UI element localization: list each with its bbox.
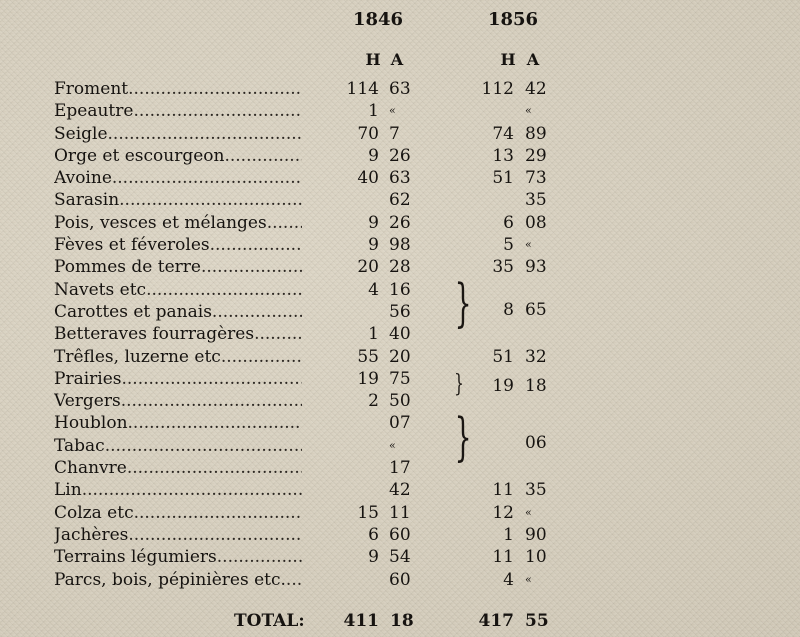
- ares-1846: 20: [389, 346, 411, 367]
- table-row: [0, 301, 800, 323]
- table-row: [0, 145, 800, 167]
- crop-label: Orge et escourgeon .....: [54, 145, 302, 167]
- hectares-1846: 19: [357, 368, 379, 389]
- hectares-1856: 12: [492, 502, 514, 523]
- hectares-1856: 35: [492, 257, 514, 278]
- crop-label: Navets etc .....: [54, 279, 302, 301]
- crop-label: Prairies .....: [54, 368, 302, 390]
- crop-label: Pois, vesces et mélanges .....: [54, 212, 302, 234]
- col-header-h-1856: H: [500, 50, 516, 69]
- crop-label: Pommes de terre .....: [54, 256, 302, 278]
- group-roots-h-1856: 8: [503, 300, 514, 320]
- crop-label: Lin .....: [54, 479, 302, 501]
- ares-1856: «: [525, 104, 532, 118]
- crop-label: Sarasin .....: [54, 189, 302, 211]
- ares-1856: 89: [525, 123, 547, 144]
- table-row: [0, 524, 800, 546]
- table-row: [0, 546, 800, 568]
- ares-1846: 26: [389, 212, 411, 233]
- ares-1856: 73: [525, 168, 547, 189]
- ares-1846: 11: [389, 502, 411, 523]
- hectares-1846: 9: [368, 145, 379, 166]
- table-row: [0, 502, 800, 524]
- crop-label: Terrains légumiers .....: [54, 546, 302, 568]
- total-h-1846: 411: [343, 611, 379, 631]
- table-row: [0, 234, 800, 256]
- year-header-1846: 1846: [352, 9, 404, 30]
- ares-1846: «: [389, 438, 396, 452]
- hectares-1856: 51: [492, 168, 514, 189]
- crop-label: Betteraves fourragères .....: [54, 323, 302, 345]
- total-a-1856: 55: [525, 611, 549, 631]
- crop-label: Carottes et panais .....: [54, 301, 302, 323]
- ares-1846: 63: [389, 168, 411, 189]
- crop-label: Tabac .....: [54, 435, 302, 457]
- ares-1856: 90: [525, 524, 547, 545]
- crop-label: Epeautre .....: [54, 100, 302, 122]
- ares-1846: 75: [389, 368, 411, 389]
- hectares-1856: 112: [481, 79, 514, 99]
- ares-1856: 32: [525, 346, 547, 367]
- ares-1846: 60: [389, 524, 411, 545]
- crop-table: [0, 78, 800, 591]
- table-row: [0, 390, 800, 412]
- ares-1856: «: [525, 505, 532, 519]
- table-row: [0, 457, 800, 479]
- table-row: [0, 479, 800, 501]
- crop-label: Parcs, bois, pépinières etc. .....: [54, 569, 302, 591]
- hectares-1856: 13: [492, 145, 514, 166]
- hectares-1856: 5: [503, 235, 514, 256]
- total-h-1856: 417: [478, 611, 514, 631]
- hectares-1846: 70: [357, 123, 379, 144]
- ares-1856: 42: [525, 79, 547, 99]
- crop-label: Froment .....: [54, 78, 302, 100]
- ares-1846: 28: [389, 257, 411, 278]
- ares-1856: «: [525, 238, 532, 252]
- hectares-1846: 55: [357, 346, 379, 367]
- table-row: [0, 569, 800, 591]
- hectares-1846: 20: [357, 257, 379, 278]
- ares-1846: 60: [389, 569, 411, 590]
- ares-1846: 7: [389, 123, 400, 144]
- ares-1856: 10: [525, 547, 547, 568]
- table-row: [0, 412, 800, 434]
- group-meadows-h-1856: 19: [492, 376, 514, 396]
- ares-1856: 93: [525, 257, 547, 278]
- group-industrial-a-1856: 06: [525, 433, 547, 453]
- crop-label: Trêfles, luzerne etc .....: [54, 346, 302, 368]
- total-a-1846: 18: [390, 611, 414, 631]
- ares-1846: 42: [389, 480, 411, 501]
- table-row: [0, 189, 800, 211]
- ares-1846: 07: [389, 413, 411, 434]
- brace-group-industrial: }: [454, 407, 472, 467]
- hectares-1846: 15: [357, 502, 379, 523]
- ares-1856: 35: [525, 190, 547, 211]
- ares-1846: 56: [389, 301, 411, 322]
- ares-1846: 40: [389, 324, 411, 345]
- table-row: [0, 123, 800, 145]
- col-header-a-1846: A: [390, 50, 404, 69]
- hectares-1856: 4: [503, 569, 514, 590]
- table-row: [0, 167, 800, 189]
- crop-label: Colza etc .....: [54, 502, 302, 524]
- hectares-1846: 1: [368, 101, 379, 122]
- table-row: [0, 78, 800, 100]
- table-row: [0, 100, 800, 122]
- crop-label: Jachères .....: [54, 524, 302, 546]
- ares-1846: 62: [389, 190, 411, 211]
- brace-group-meadows: }: [454, 370, 464, 399]
- col-header-h-1846: H: [365, 50, 381, 69]
- ares-1846: 17: [389, 458, 411, 479]
- table-row: [0, 279, 800, 301]
- total-label: TOTAL:: [234, 611, 305, 631]
- group-roots-a-1856: 65: [525, 300, 547, 320]
- ares-1846: 98: [389, 235, 411, 256]
- ares-1846: 16: [389, 279, 411, 300]
- table-row: [0, 212, 800, 234]
- hectares-1856: 74: [492, 123, 514, 144]
- hectares-1846: 9: [368, 235, 379, 256]
- hectares-1856: 11: [492, 547, 514, 568]
- table-row: [0, 368, 800, 390]
- year-header-1856: 1856: [487, 9, 539, 30]
- group-meadows-a-1856: 18: [525, 376, 547, 396]
- crop-label: Seigle .....: [54, 123, 302, 145]
- ares-1846: 63: [389, 79, 411, 99]
- table-row: [0, 346, 800, 368]
- hectares-1846: 4: [368, 279, 379, 300]
- crop-label: Houblon .....: [54, 412, 302, 434]
- brace-group-roots: }: [454, 273, 472, 333]
- hectares-1846: 114: [346, 79, 379, 99]
- ares-1856: 29: [525, 145, 547, 166]
- table-row: [0, 323, 800, 345]
- hectares-1846: 1: [368, 324, 379, 345]
- hectares-1846: 9: [368, 547, 379, 568]
- ares-1846: 54: [389, 547, 411, 568]
- hectares-1846: 2: [368, 391, 379, 412]
- hectares-1846: 40: [357, 168, 379, 189]
- hectares-1856: 1: [503, 524, 514, 545]
- ares-1856: «: [525, 572, 532, 586]
- crop-label: Chanvre .....: [54, 457, 302, 479]
- hectares-1846: 6: [368, 524, 379, 545]
- ares-1856: 08: [525, 212, 547, 233]
- crop-label: Fèves et féveroles .....: [54, 234, 302, 256]
- hectares-1856: 11: [492, 480, 514, 501]
- table-row: [0, 435, 800, 457]
- hectares-1856: 6: [503, 212, 514, 233]
- ares-1846: 26: [389, 145, 411, 166]
- table-row: [0, 256, 800, 278]
- crop-label: Avoine .....: [54, 167, 302, 189]
- col-header-a-1856: A: [526, 50, 540, 69]
- crop-label: Vergers .....: [54, 390, 302, 412]
- ares-1846: «: [389, 104, 396, 118]
- hectares-1846: 9: [368, 212, 379, 233]
- hectares-1856: 51: [492, 346, 514, 367]
- ares-1846: 50: [389, 391, 411, 412]
- ares-1856: 35: [525, 480, 547, 501]
